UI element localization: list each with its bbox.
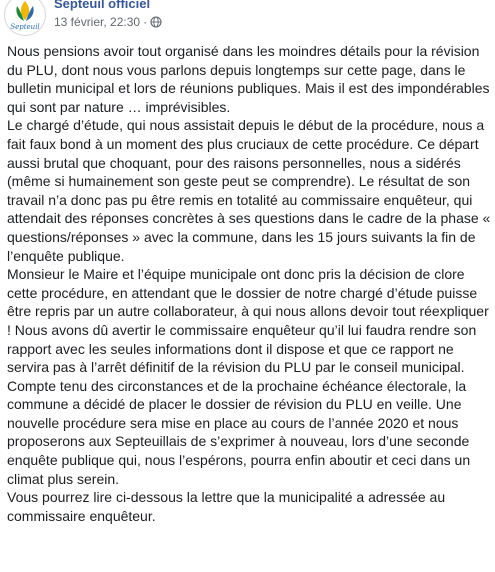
post-header: [0, 0, 495, 38]
post-paragraph: Vous pourrez lire ci-dessous la lettre que la municipalité a adressée au commissaire enquêteur.: [7, 489, 446, 524]
post-meta: [54, 14, 162, 32]
avatar-logo-text: Septeuil: [10, 23, 40, 31]
post-paragraph: Le chargé d’étude, qui nous assistait depuis le début de la procédure, nous a fait faux bond à un moment des plus cruciaux de cette procédure. Ce départ aussi brutal que choquant, pour des raisons personnelles, nous a sidérés (même si humainement son geste peut se comprendre). Le résultat de son travail n’a donc pas pu être remis en totalité au commissaire enquêteur, qui attendait des réponses concrètes à ses questions dans le cadre de la phase « questions/réponses » avec la commune, dans les 15 jours suivants la fin de l’enquête publique.: [7, 117, 491, 264]
post-paragraph: Compte tenu des circonstances et de la prochaine échéance électorale, la commune a décidé de placer le dossier de révision du PLU en veille. Une nouvelle procédure sera mise en place au cours de l’année 2020 et nous proposerons aux Septeuillais de s’exprimer à nouveau, lors d’une seconde enquête publique qui, nous l’espérons, pourra enfin aboutir et ceci dans un climat plus serein.: [7, 377, 471, 487]
page-name-link[interactable]: Septeuil officiel: [54, 0, 151, 11]
post-timestamp[interactable]: 13 février, 22:30: [54, 15, 141, 29]
post-paragraph: Nous pensions avoir tout organisé dans les moindres détails pour la révision du PLU, dont nous vous parlons depuis longtemps sur cette page, dans le bulletin municipal et lors de réunions publiques. Mais il est des impondérables qui sont par nature … imprévisibles.: [7, 43, 490, 115]
septeuil-logo-icon: [5, 0, 45, 35]
post-paragraph: Monsieur le Maire et l’équipe municipale ont donc pris la décision de clore cette procédure, en attendant que le dossier de notre chargé d’étude puisse être repris par un autre collaborateur, à qui nous allons devoir tout réexpliquer ! Nous avons dû avertir le commissaire enquêteur qu’il lui faudra rendre son rapport avec les seules informations dont il dispose et que ce rapport ne servira pas à l’arrêt définitif de la révision du PLU par le conseil municipal.: [7, 266, 489, 376]
post-text: [7, 42, 491, 525]
page-avatar[interactable]: [4, 0, 46, 36]
meta-separator: ·: [143, 15, 148, 29]
globe-icon[interactable]: [150, 16, 162, 32]
